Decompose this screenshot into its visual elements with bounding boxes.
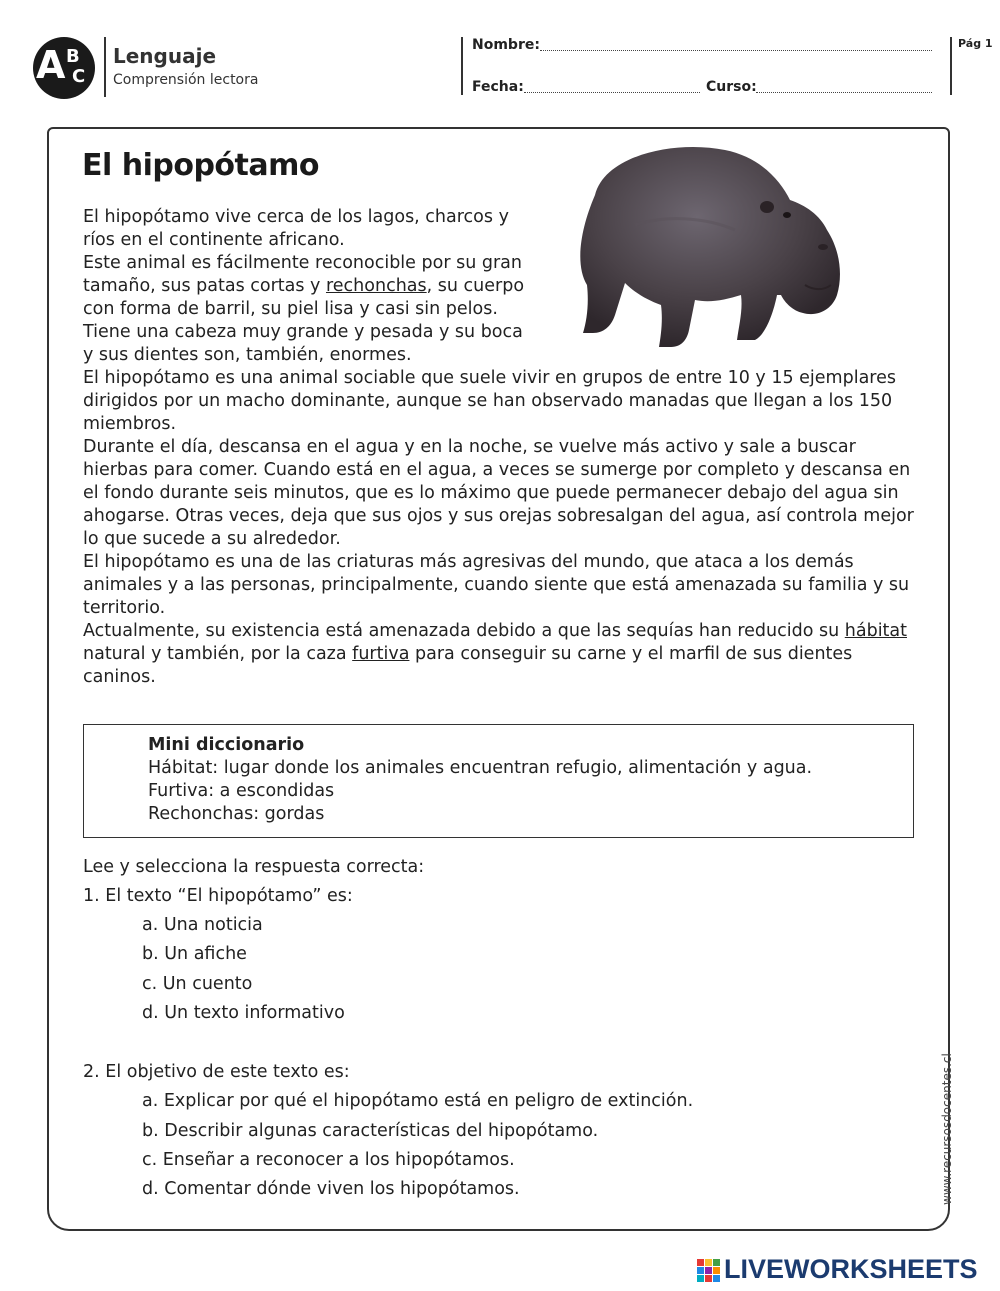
paragraph-6-text-a: Actualmente, su existencia está amenazada debido a que las sequías han reducido su	[83, 621, 845, 641]
header-divider	[104, 37, 106, 97]
paragraph-6-text-b: natural y también, por la caza	[83, 644, 353, 664]
q1-option-a[interactable]: a. Una noticia	[142, 915, 263, 935]
word-furtiva: furtiva	[352, 644, 410, 664]
course-label: Curso:	[706, 79, 757, 95]
subject-title: Lenguaje	[113, 44, 217, 68]
dictionary-entry-rechonchas: Rechonchas: gordas	[148, 804, 325, 824]
paragraph-6-text-c: para conseguir su carne y el marfil de sus dientes caninos.	[83, 644, 853, 687]
source-url: www.recursosdocentes.cl	[940, 1053, 954, 1205]
fields-divider-right	[950, 37, 952, 95]
name-field[interactable]	[540, 50, 932, 51]
paragraph-2-text-b: , su cuerpo con forma de barril, su piel lisa y casi sin pelos. Tiene una cabeza muy grande y pesada y su boca y sus dientes son, también, enormes.	[83, 276, 525, 365]
paragraph-3: El hipopótamo es una animal sociable que suele vivir en grupos de entre 10 y 15 ejemplares dirigidos por un macho dominante, aunque se han observado manadas que llegan a los 150 miembros.	[83, 368, 896, 434]
quiz-instruction: Lee y selecciona la respuesta correcta:	[83, 857, 425, 877]
logo-letter-a: A	[36, 43, 66, 87]
q1-option-c[interactable]: c. Un cuento	[142, 974, 253, 994]
q1-option-b[interactable]: b. Un afiche	[142, 944, 247, 964]
paragraph-1: El hipopótamo vive cerca de los lagos, charcos y ríos en el continente africano.	[83, 207, 509, 250]
date-field[interactable]	[524, 92, 700, 93]
article-intro	[83, 206, 528, 367]
word-rechonchas: rechonchas	[325, 276, 427, 296]
dictionary-title: Mini diccionario	[148, 735, 305, 755]
paragraph-6	[83, 620, 918, 689]
page-number: Pág 1	[958, 37, 993, 50]
word-habitat: hábitat	[844, 621, 907, 641]
q2-option-d[interactable]: d. Comentar dónde viven los hipopótamos.	[142, 1179, 520, 1199]
dictionary-entry-habitat: Hábitat: lugar donde los animales encuentran refugio, alimentación y agua.	[148, 758, 813, 778]
paragraph-5: El hipopótamo es una de las criaturas más agresivas del mundo, que ataca a los demás animales y a las personas, principalmente, cuando siente que está amenazada su familia y su territorio.	[83, 552, 910, 618]
paragraph-4: Durante el día, descansa en el agua y en la noche, se vuelve más activo y sale a buscar hierbas para comer. Cuando está en el agua, a veces se sumerge por completo y descansa en el fondo durante seis minutos, que es lo máximo que puede permanecer debajo del agua sin ahogarse. Otras veces, deja que sus ojos y sus orejas sobresalgan del agua, así controla mejor lo que sucede a su alrededor.	[83, 437, 914, 549]
paragraph-2	[83, 252, 528, 367]
fields-divider-left	[461, 37, 463, 95]
q2-option-b[interactable]: b. Describir algunas características del hipopótamo.	[142, 1121, 599, 1141]
q1-option-d[interactable]: d. Un texto informativo	[142, 1003, 345, 1023]
course-field[interactable]	[756, 92, 932, 93]
subject-subtitle: Comprensión lectora	[113, 72, 259, 88]
paragraph-2-text-a: Este animal es fácilmente reconocible por su gran tamaño, sus patas cortas y	[83, 253, 522, 296]
hippo-image	[555, 135, 855, 360]
q2-option-a[interactable]: a. Explicar por qué el hipopótamo está en peligro de extinción.	[142, 1091, 694, 1111]
date-label: Fecha:	[472, 79, 524, 95]
dictionary-entry-furtiva: Furtiva: a escondidas	[148, 781, 335, 801]
question-2: 2. El objetivo de este texto es:	[83, 1062, 350, 1082]
q2-option-c[interactable]: c. Enseñar a reconocer a los hipopótamos.	[142, 1150, 515, 1170]
article-body	[83, 367, 918, 689]
logo-letter-b: B	[66, 46, 80, 67]
liveworksheets-icon	[697, 1259, 721, 1283]
article-title: El hipopótamo	[82, 148, 319, 183]
mini-dictionary-box	[83, 724, 914, 838]
liveworksheets-brand[interactable]: LIVEWORKSHEETS	[724, 1254, 978, 1284]
name-label: Nombre:	[472, 37, 540, 53]
logo-letter-c: C	[72, 66, 86, 87]
question-1: 1. El texto “El hipopótamo” es:	[83, 886, 353, 906]
